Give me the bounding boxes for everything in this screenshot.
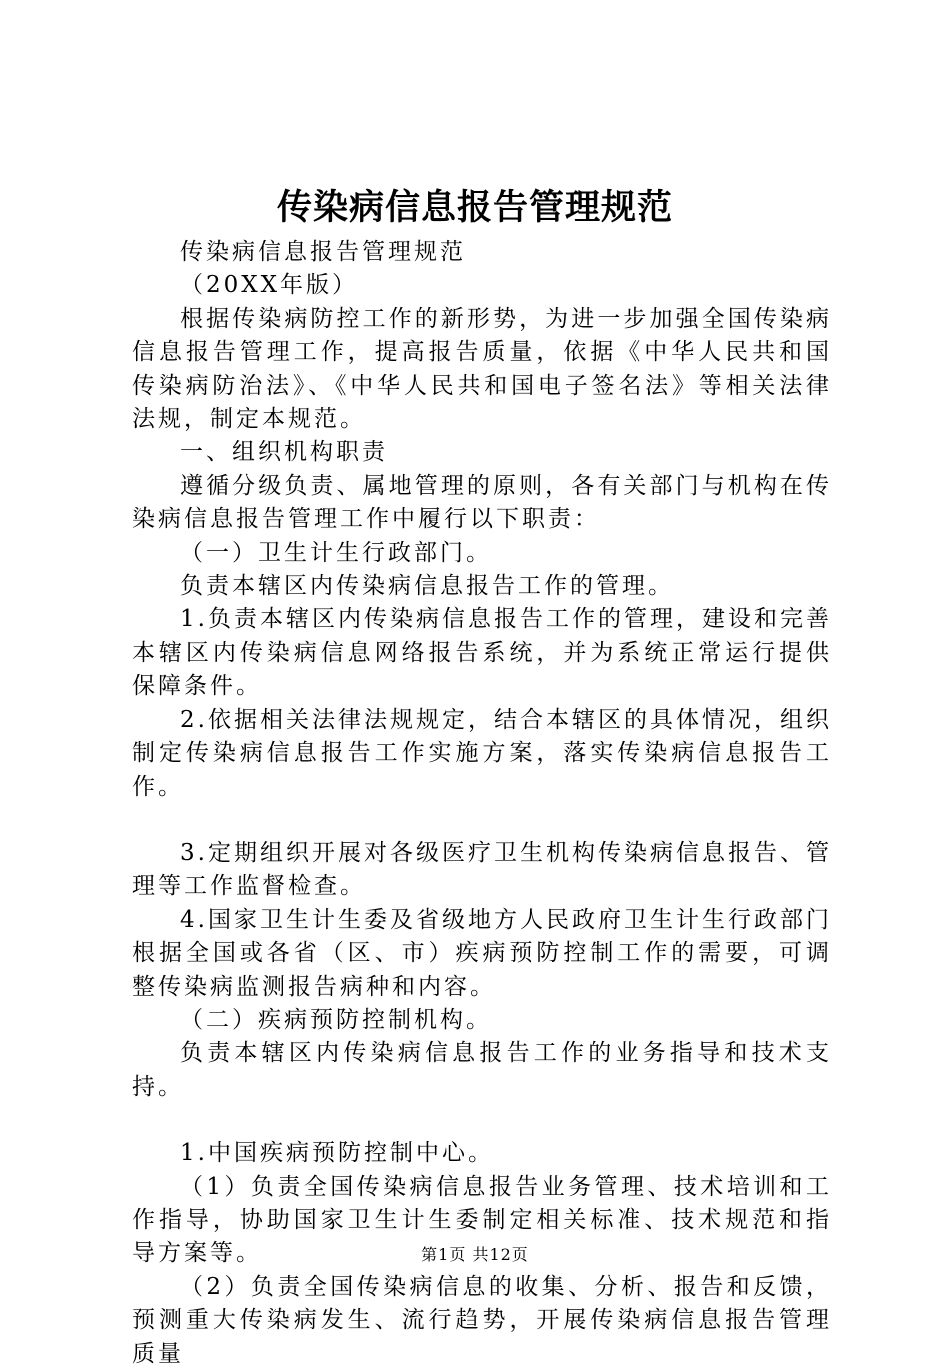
paragraph-principle: 遵循分级负责、属地管理的原则，各有关部门与机构在传染病信息报告管理工作中履行以下职责： (132, 472, 832, 533)
paragraph-item-1-1: 1.负责本辖区内传染病信息报告工作的管理，建设和完善本辖区内传染病信息网络报告系统，并为系统正常运行提供保障条件。 (132, 606, 832, 700)
document-body (132, 236, 832, 1371)
paragraph-item-1-2: 2.依据相关法律法规规定，结合本辖区的具体情况，组织制定传染病信息报告工作实施方案，落实传染病信息报告工作。 (132, 706, 832, 800)
page-footer: 第1页 共12页 (421, 1245, 529, 1264)
section-heading-1: 一、组织机构职责 (180, 439, 388, 466)
paragraph-item-2-1: 1.中国疾病预防控制中心。 (180, 1140, 494, 1167)
edition-note: （20XX年版） (180, 272, 359, 299)
subtitle: 传染病信息报告管理规范 (180, 239, 466, 265)
subsection-heading-1: （一）卫生计生行政部门。 (180, 539, 492, 566)
paragraph-preamble: 根据传染病防控工作的新形势，为进一步加强全国传染病信息报告管理工作，提高报告质量，依据《中华人民共和国传染病防治法》、《中华人民共和国电子签名法》等相关法律法规，制定本规范。 (132, 305, 832, 433)
paragraph-item-1-3: 3.定期组织开展对各级医疗卫生机构传染病信息报告、管理等工作监督检查。 (132, 839, 832, 900)
document-title: 传染病信息报告管理规范 (276, 187, 673, 228)
paragraph-item-2-1-2: （2）负责全国传染病信息的收集、分析、报告和反馈，预测重大传染病发生、流行趋势，开展传染病信息报告管理质量 (132, 1273, 832, 1367)
paragraph-item-2-1-1: （1）负责全国传染病信息报告业务管理、技术培训和工作指导，协助国家卫生计生委制定相关标准、技术规范和指导方案等。 (132, 1173, 832, 1267)
subsection-heading-2: （二）疾病预防控制机构。 (180, 1006, 492, 1033)
paragraph-duty-summary-1: 负责本辖区内传染病信息报告工作的管理。 (180, 573, 674, 600)
paragraph-item-1-4: 4.国家卫生计生委及省级地方人民政府卫生计生行政部门根据全国或各省（区、市）疾病预防控制工作的需要，可调整传染病监测报告病种和内容。 (132, 906, 832, 1000)
paragraph-duty-summary-2: 负责本辖区内传染病信息报告工作的业务指导和技术支持。 (132, 1040, 832, 1100)
